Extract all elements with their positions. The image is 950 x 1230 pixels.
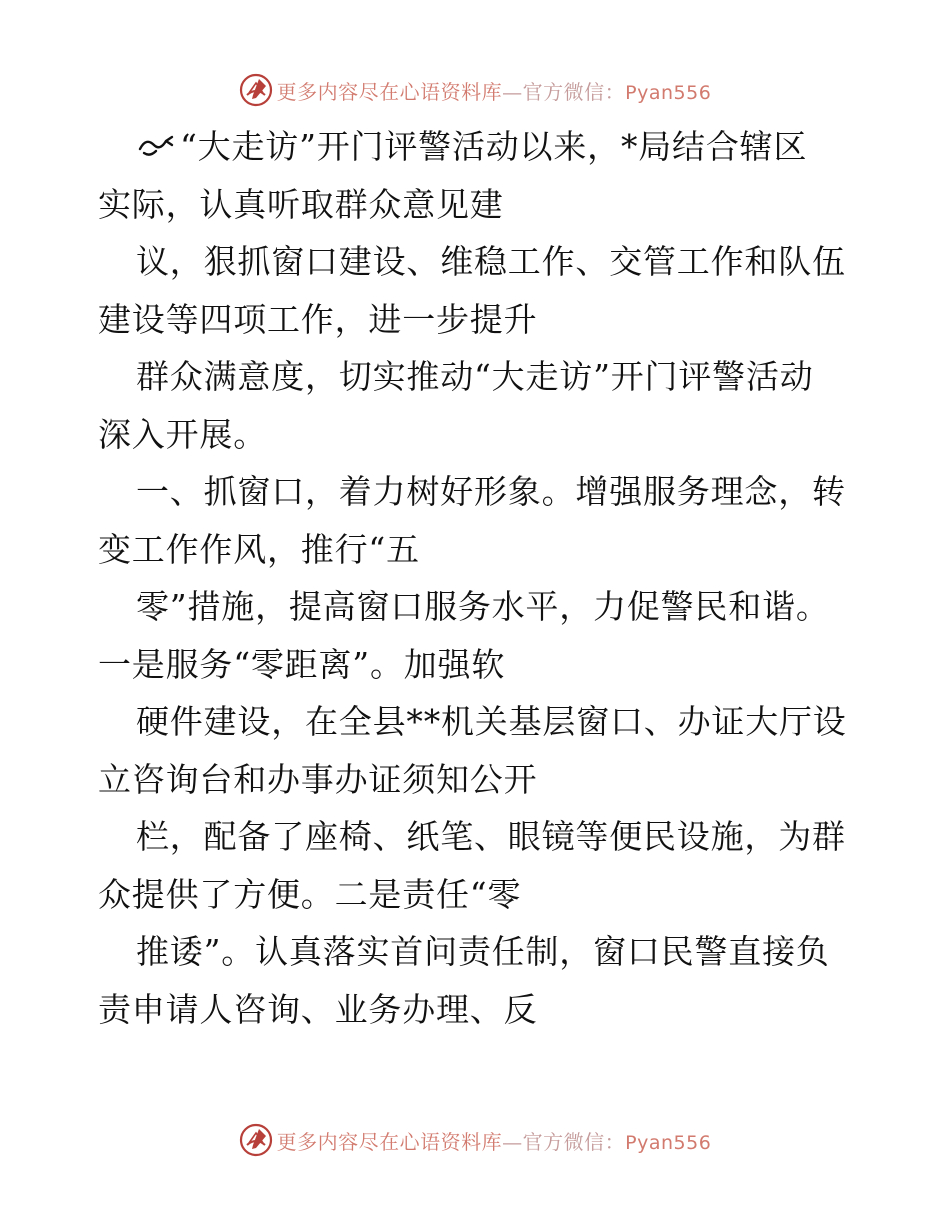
text-line [98, 808, 858, 866]
footer-separator: — [502, 1129, 523, 1154]
text-line [98, 578, 858, 636]
header-wechat-label: 官方微信： [522, 79, 626, 104]
text-line [98, 233, 858, 291]
text-line [98, 923, 858, 981]
text-line [98, 981, 858, 1039]
text-line [98, 406, 858, 464]
text-line-content: 深入开展。 [98, 414, 267, 454]
text-line [98, 866, 858, 924]
text-line [98, 118, 858, 176]
book-pen-logo-icon [239, 1123, 273, 1157]
text-line-content: 群众满意度，切实推动“大走访”开门评警活动 [136, 357, 814, 396]
header-banner [0, 70, 950, 110]
text-line-content: 一是服务“零距离”。加强软 [98, 644, 506, 684]
text-line [98, 751, 858, 809]
text-line [98, 348, 858, 406]
text-line-content: 推诿”。认真落实首问责任制，窗口民警直接负 [136, 932, 830, 971]
text-line-content: 建设等四项工作，进一步提升 [98, 299, 538, 339]
text-line-content: 变工作作风，推行“五 [98, 529, 420, 569]
text-line [98, 463, 858, 521]
footer-wechat-id: Pyan556 [625, 1131, 712, 1154]
text-line [98, 176, 858, 234]
footer-banner-text [277, 1126, 712, 1155]
text-line-content: 议，狠抓窗口建设、维稳工作、交管工作和队伍 [136, 242, 846, 281]
text-line-content: “大走访”开门评警活动以来，*局结合辖区 [180, 127, 808, 166]
text-line-content: 一、抓窗口，着力树好形象。增强服务理念，转 [136, 472, 846, 511]
footer-banner [0, 1120, 950, 1160]
text-line-content: 零”措施，提高窗口服务水平，力促警民和谐。 [136, 587, 830, 626]
footer-wechat-label: 官方微信： [522, 1129, 626, 1154]
text-line [98, 521, 858, 579]
footer-brand-text: 更多内容尽在心语资料库 [276, 1129, 503, 1154]
text-line-content: 硬件建设，在全县**机关基层窗口、办证大厅设 [136, 702, 847, 741]
document-body [98, 118, 858, 1038]
text-line-content: 众提供了方便。二是责任“零 [98, 874, 522, 914]
text-line [98, 693, 858, 751]
header-wechat-id: Pyan556 [625, 81, 712, 104]
book-pen-logo-icon [239, 73, 273, 107]
text-line-content: 责申请人咨询、业务办理、反 [98, 989, 538, 1029]
text-line [98, 291, 858, 349]
text-line-content: 立咨询台和办事办证须知公开 [98, 759, 538, 799]
ornament-bullet-icon [136, 131, 176, 161]
header-banner-text [277, 76, 712, 105]
header-brand-text: 更多内容尽在心语资料库 [276, 79, 503, 104]
header-separator: — [502, 79, 523, 104]
text-line-content: 栏，配备了座椅、纸笔、眼镜等便民设施，为群 [136, 817, 846, 856]
text-line [98, 636, 858, 694]
text-line-content: 实际，认真听取群众意见建 [98, 184, 504, 224]
